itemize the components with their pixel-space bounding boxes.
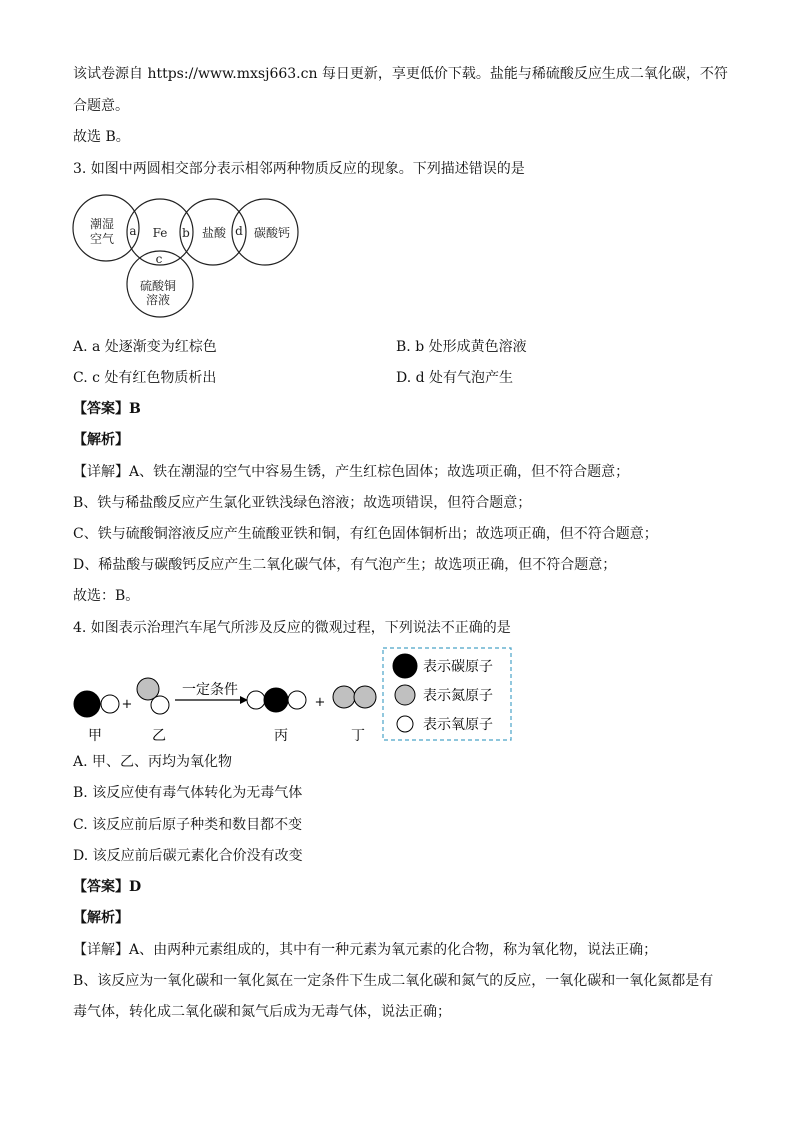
q4-reaction-diagram <box>70 645 520 745</box>
circle5-label-line2: 溶液 <box>145 293 171 307</box>
reaction-condition: 一定条件 <box>182 682 238 698</box>
oxygen-atom <box>288 691 306 709</box>
mark-b: b <box>182 226 190 240</box>
mark-c: c <box>155 252 163 266</box>
circle1-label-line1: 潮湿 <box>89 217 115 231</box>
question-4-stem: 4. 如图表示治理汽车尾气所涉及反应的微观过程，下列说法不正确的是 <box>73 620 511 636</box>
q4-option-a: A. 甲、乙、丙均为氧化物 <box>73 754 233 770</box>
q4-option-d: D. 该反应前后碳元素化合价没有改变 <box>73 848 303 864</box>
q3-analysis-line: B、铁与稀盐酸反应产生氯化亚铁浅绿色溶液；故选项错误，但符合题意； <box>73 495 532 511</box>
q3-analysis-line: 故选：B。 <box>73 588 140 604</box>
mark-a: a <box>129 224 137 238</box>
q4-option-b: B. 该反应使有毒气体转化为无毒气体 <box>73 785 303 801</box>
legend-nitrogen-icon <box>395 685 415 705</box>
question-3-stem: 3. 如图中两圆相交部分表示相邻两种物质反应的现象。下列描述错误的是 <box>73 161 525 177</box>
carbon-atom <box>264 688 288 712</box>
carbon-atom <box>74 691 100 717</box>
circle5-label-line1: 硫酸铜 <box>139 279 177 293</box>
oxygen-atom <box>151 696 169 714</box>
legend-carbon-label: 表示碳原子 <box>423 659 493 675</box>
q3-circle-diagram <box>70 192 310 327</box>
text-line: 该试卷源自 https://www.mxsj663.cn 每日更新，享更低价下载。盐能与稀硫酸反应生成二氧化碳，不符 <box>73 66 728 82</box>
legend-oxygen-label: 表示氧原子 <box>423 717 493 733</box>
oxygen-atom <box>247 691 265 709</box>
oxygen-atom <box>101 695 119 713</box>
legend-carbon-icon <box>393 654 417 678</box>
label-yi: 乙 <box>152 728 166 744</box>
circle1-label-line2: 空气 <box>89 232 115 246</box>
q4-analysis-line: B、该反应为一氧化碳和一氧化氮在一定条件下生成二氧化碳和氮气的反应，一氧化碳和一氧化氮都是有 <box>73 973 714 989</box>
plus-sign: + <box>121 697 133 712</box>
legend-oxygen-icon <box>397 716 413 732</box>
q3-answer: 【答案】B <box>73 401 141 417</box>
q3-option-d: D. d 处有气泡产生 <box>396 370 514 386</box>
nitrogen-atom <box>354 686 376 708</box>
nitrogen-atom <box>333 686 355 708</box>
q3-option-a: A. a 处逐渐变为红棕色 <box>73 339 217 355</box>
q3-option-b: B. b 处形成黄色溶液 <box>396 339 527 355</box>
plus-sign: + <box>314 695 326 710</box>
label-bing: 丙 <box>274 728 288 744</box>
label-ding: 丁 <box>351 728 365 744</box>
circle2-label: Fe <box>152 226 168 240</box>
legend-nitrogen-label: 表示氮原子 <box>423 688 493 704</box>
q4-analysis-line: 毒气体，转化成二氧化碳和氮气后成为无毒气体，说法正确； <box>73 1004 451 1020</box>
label-jia: 甲 <box>88 728 102 744</box>
circle4-label: 碳酸钙 <box>253 226 291 240</box>
q4-answer: 【答案】D <box>73 879 142 895</box>
q4-analysis-title: 【解析】 <box>73 910 129 926</box>
q3-analysis-line: C、铁与硫酸铜溶液反应产生硫酸亚铁和铜，有红色固体铜析出；故选项正确，但不符合题意； <box>73 526 658 542</box>
q3-analysis-line: D、稀盐酸与碳酸钙反应产生二氧化碳气体，有气泡产生；故选项正确，但不符合题意； <box>73 557 617 573</box>
circle3-label: 盐酸 <box>201 226 227 240</box>
mark-d: d <box>235 224 243 238</box>
q4-option-c: C. 该反应前后原子种类和数目都不变 <box>73 817 303 833</box>
text-line: 合题意。 <box>73 98 129 114</box>
q3-analysis-title: 【解析】 <box>73 432 129 448</box>
text-line: 故选 B。 <box>73 129 130 145</box>
q3-option-c: C. c 处有红色物质析出 <box>73 370 217 386</box>
q4-analysis-line: 【详解】A、由两种元素组成的，其中有一种元素为氧元素的化合物，称为氧化物，说法正确； <box>73 942 658 958</box>
q3-analysis-line: 【详解】A、铁在潮湿的空气中容易生锈，产生红棕色固体；故选项正确，但不符合题意； <box>73 464 630 480</box>
